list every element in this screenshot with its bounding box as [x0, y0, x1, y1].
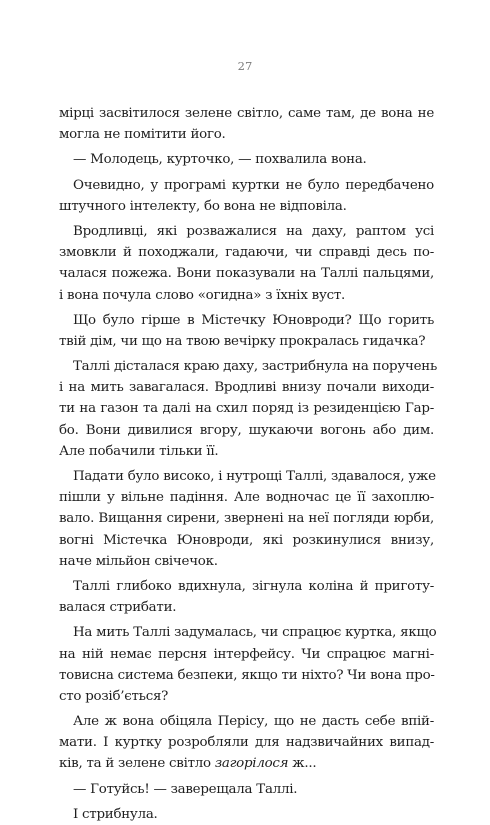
text-line-content: вогні Містечка Юновроди, які розкинулися внизу, — [59, 532, 434, 548]
text-line-content: вало. Вищання сирени, звернені на неї погляди юрби, — [59, 511, 434, 527]
text-line — [59, 551, 434, 572]
text-line-content: сто розіб’ється? — [59, 688, 169, 704]
text-line-content: Таллі глибоко вдихнула, зігнула коліна й приготу- — [73, 578, 434, 594]
text-line-content: Таллі дісталася краю даху, застрибнула на поручень — [73, 359, 437, 375]
text-line — [59, 263, 434, 284]
text-line-content: наче мільйон свічечок. — [59, 553, 218, 569]
text-line-content: ти на газон та далі на схил поряд із резиденцією Гар- — [59, 401, 434, 417]
text-line-content: змовкли й походжали, гадаючи, чи справді десь по- — [59, 245, 434, 261]
page-number: 27 — [237, 59, 253, 73]
text-line-content: могла не помітити його. — [59, 127, 226, 143]
body-text — [59, 103, 437, 825]
text-line — [59, 686, 434, 707]
text-line — [59, 196, 434, 217]
text-line — [59, 441, 434, 462]
text-line-content: мати. І куртку розробляли для надзвичайних випад- — [59, 735, 434, 751]
text-line-content: Падати було високо, і нутрощі Таллі, здавалося, уже — [73, 469, 436, 484]
text-line — [59, 508, 434, 529]
text-line — [59, 530, 434, 551]
text-line — [59, 597, 434, 618]
text-line-content: Але побачили тільки її. — [59, 443, 219, 459]
text-line — [59, 487, 434, 508]
text-line-content: — Готуйсь! — заверещала Таллі. — [73, 781, 298, 797]
text-line — [59, 665, 434, 686]
text-line-content: твій дім, чи що на твою вечірку прокралась гидачка? — [59, 333, 426, 349]
text-line-content: на ній немає персня інтерфейсу. Чи спрацює магні- — [59, 646, 434, 662]
text-line — [59, 221, 434, 242]
text-line — [59, 622, 437, 643]
text-line — [59, 331, 434, 352]
text-line-content: бо. Вони дивилися вгору, шукаючи вогонь або дим. — [59, 422, 434, 438]
text-line — [59, 732, 434, 753]
text-line — [59, 285, 434, 306]
text-line-content: Вродливці, які розважалися на даху, раптом усі — [73, 223, 434, 239]
text-line-content: Але ж вона обіцяла Перісу, що не дасть себе впій- — [73, 714, 434, 730]
text-line — [59, 310, 434, 331]
text-line-tail: ж... — [288, 756, 317, 772]
text-line-content: і на мить завагалася. Вродливі внизу почали виходи- — [59, 380, 434, 396]
text-line — [59, 466, 434, 487]
text-line — [59, 779, 434, 800]
text-line — [59, 149, 434, 170]
text-line — [59, 377, 434, 398]
text-line-content: і вона почула слово «огидна» з їхніх вуст. — [59, 287, 345, 303]
text-line — [59, 175, 434, 196]
text-line — [59, 420, 434, 441]
text-line-content: Очевидно, у програмі куртки не було передбачено — [73, 177, 434, 193]
text-line-content: валася стрибати. — [59, 600, 177, 616]
text-line — [59, 124, 434, 145]
text-line-content: І стрибнула. — [73, 806, 158, 822]
text-line-content: На мить Таллі задумалась, чи спрацює куртка, якщо — [73, 625, 437, 641]
text-line — [59, 753, 434, 774]
text-line-content: товисна система безпеки, якщо ти ніхто? Чи вона про- — [59, 667, 435, 683]
text-line — [59, 356, 437, 377]
text-line — [59, 242, 434, 263]
text-line-content: штучного інтелекту, бо вона не відповіла. — [59, 198, 347, 214]
text-line-content: мірці засвітилося зелене світло, саме там, де вона не — [59, 106, 434, 121]
italic-emphasis: загорілося — [214, 756, 289, 772]
text-line-content: пішли у вільне падіння. Але водночас це її захоплю- — [59, 490, 434, 506]
text-line — [59, 103, 434, 124]
text-line — [59, 576, 434, 597]
text-line-content: — Молодець, курточко, — похвалила вона. — [73, 152, 367, 168]
text-line-content: Що було гірше в Містечку Юновроди? Що горить — [73, 312, 434, 328]
text-line-content: чалася пожежа. Вони показували на Таллі пальцями, — [59, 266, 434, 282]
text-line-content: ків, та й зелене світло — [59, 756, 215, 772]
text-line — [59, 804, 434, 825]
text-line — [59, 398, 434, 419]
text-line — [59, 711, 434, 732]
text-line — [59, 644, 434, 665]
